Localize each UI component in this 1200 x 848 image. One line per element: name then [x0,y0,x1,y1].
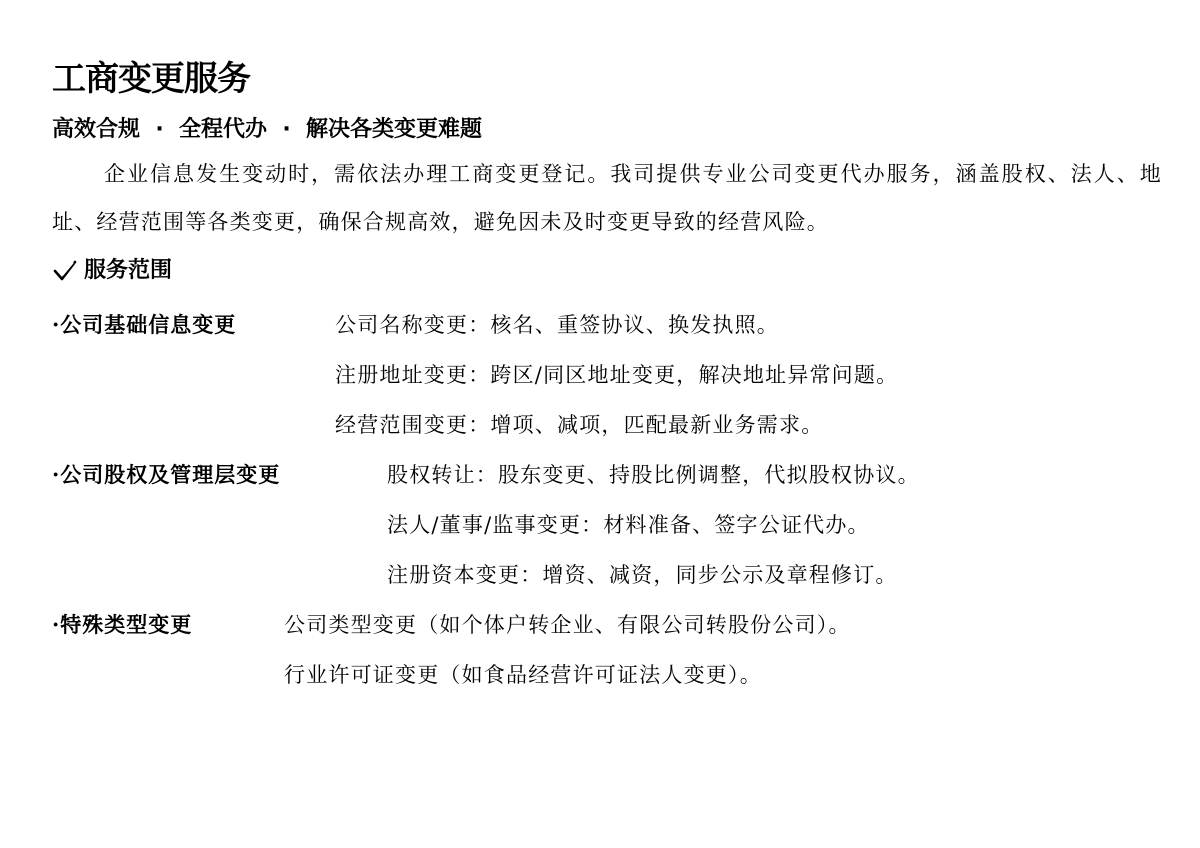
document-page [52,56,1162,700]
service-scope-heading [52,255,1162,287]
list-item: 经营范围变更：增项、减项，匹配最新业务需求。 [335,413,824,437]
list-item: 法人/董事/监事变更：材料准备、签字公证代办。 [387,513,870,537]
list-item: 注册资本变更：增资、减资，同步公示及章程修订。 [387,563,898,587]
group-label: ·公司股权及管理层变更 [52,462,281,487]
group-items [284,600,851,700]
service-group-equity-management [52,450,1162,600]
list-item: 公司名称变更：核名、重签协议、换发执照。 [335,313,779,337]
group-label: ·公司基础信息变更 [52,312,237,337]
list-item: 股权转让：股东变更、持股比例调整，代拟股权协议。 [387,463,920,487]
page-title: 工商变更服务 [52,59,250,99]
list-item: 行业许可证变更（如食品经营许可证法人变更）。 [284,663,762,687]
group-items [387,450,920,600]
page-subtitle: 高效合规 · 全程代办 · 解决各类变更难题 [52,117,482,142]
service-group-basic-info [52,300,1162,450]
group-label: ·特殊类型变更 [52,612,193,637]
intro-paragraph: 企业信息发生变动时，需依法办理工商变更登记。我司提供专业公司变更代办服务，涵盖股权、法人、地址、经营范围等各类变更，确保合规高效，避免因未及时变更导致的经营风险。 [52,162,1162,234]
list-item: 注册地址变更：跨区/同区地址变更，解决地址异常问题。 [335,363,899,387]
check-icon [52,258,78,284]
group-items [335,300,898,450]
service-group-special-type [52,600,1162,700]
list-item: 公司类型变更（如个体户转企业、有限公司转股份公司）。 [284,613,851,637]
service-groups [52,300,1162,700]
section-heading-label: 服务范围 [84,258,173,283]
